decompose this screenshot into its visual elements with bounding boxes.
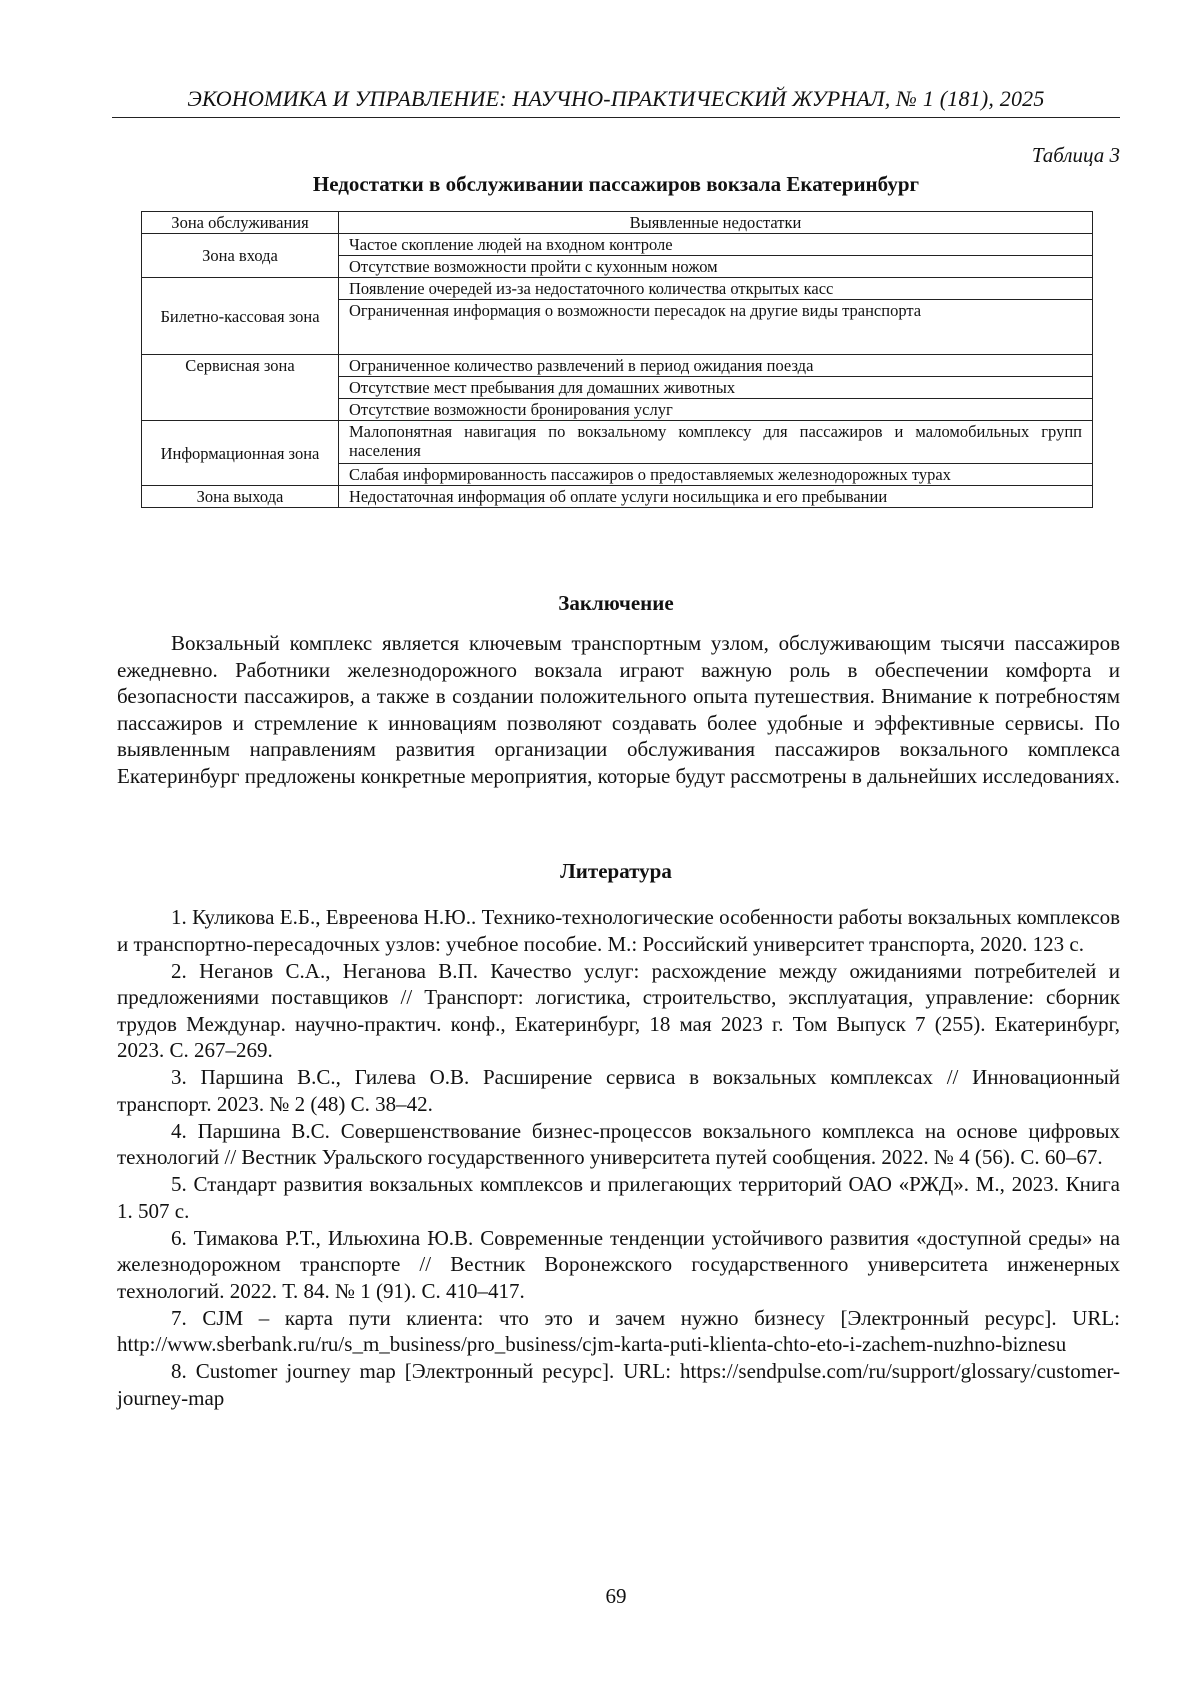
table-row: [142, 234, 1093, 256]
zone-cell: Информационная зона: [142, 421, 339, 486]
reference-item: 6. Тимакова Р.Т., Ильюхина Ю.В. Современные тенденции устойчивого развития «доступной среды» на железнодорожном транспорте // Вестник Воронежского государственного университета инженерных технологий. 2022. Т. 84. № 1 (91). С. 410–417.: [117, 1225, 1120, 1303]
references-heading: Литература: [560, 859, 672, 883]
reference-list: [117, 904, 1120, 1412]
table-row: [142, 355, 1093, 377]
zone-cell: Билетно-кассовая зона: [142, 278, 339, 355]
conclusion-heading: Заключение: [558, 591, 674, 615]
issue-cell: Ограниченное количество развлечений в период ожидания поезда: [339, 355, 1093, 377]
table-row: [142, 421, 1093, 464]
table-row: [142, 278, 1093, 300]
reference-item: 3. Паршина В.С., Гилева О.В. Расширение сервиса в вокзальных комплексах // Инновационный транспорт. 2023. № 2 (48) С. 38–42.: [117, 1065, 1120, 1116]
header-rule: [112, 117, 1120, 118]
issue-cell: Малопонятная навигация по вокзальному комплексу для пассажиров и маломобильных групп населения: [339, 421, 1093, 464]
issue-cell: Слабая информированность пассажиров о предоставляемых железнодорожных турах: [339, 464, 1093, 486]
reference-item: 4. Паршина В.С. Совершенствование бизнес-процессов вокзального комплекса на основе цифровых технологий // Вестник Уральского государственного университета путей сообщения. 2022. № 4 (56). С. 60–67.: [117, 1118, 1120, 1169]
table-label: Таблица 3: [1031, 143, 1120, 167]
running-header: ЭКОНОМИКА И УПРАВЛЕНИЕ: НАУЧНО-ПРАКТИЧЕСКИЙ ЖУРНАЛ, № 1 (181), 2025: [187, 86, 1045, 111]
issue-cell: Частое скопление людей на входном контроле: [339, 234, 1093, 256]
reference-item: 5. Стандарт развития вокзальных комплексов и прилегающих территорий ОАО «РЖД». М., 2023. Книга 1. 507 с.: [117, 1172, 1120, 1223]
issue-cell: Отсутствие мест пребывания для домашних животных: [339, 377, 1093, 399]
zone-cell: Сервисная зона: [142, 355, 339, 421]
issue-cell: Недостаточная информация об оплате услуги носильщика и его пребывании: [339, 486, 1093, 508]
issue-cell: Появление очередей из-за недостаточного количества открытых касс: [339, 278, 1093, 300]
defects-table: [141, 211, 1093, 508]
page-number: 69: [605, 1584, 627, 1608]
table-row: [142, 486, 1093, 508]
column-header-issues: Выявленные недостатки: [339, 212, 1093, 234]
reference-item: 1. Куликова Е.Б., Евреенова Н.Ю.. Технико-технологические особенности работы вокзальных комплексов и транспортно-пересадочных узлов: учебное пособие. М.: Российский университет транспорта, 2020. 123 с.: [117, 905, 1120, 956]
table-header-row: [142, 212, 1093, 234]
reference-item: 8. Customer journey map [Электронный ресурс]. URL: https://sendpulse.com/ru/support/glossary/customer-journey-map: [117, 1359, 1120, 1410]
column-header-zone: Зона обслуживания: [142, 212, 339, 234]
issue-cell: Ограниченная информация о возможности пересадок на другие виды транспорта: [339, 300, 1093, 355]
zone-cell: Зона входа: [142, 234, 339, 278]
conclusion-paragraph: Вокзальный комплекс является ключевым транспортным узлом, обслуживающим тысячи пассажиров ежедневно. Работники железнодорожного вокзала играют важную роль в обеспечении комфорта и безопасности пассажиров, а также в создании положительного опыта путешествия. Внимание к потребностям пассажиров и стремление к инновациям позволяют создавать более удобные и эффективные сервисы. По выявленным направлениям развития организации обслуживания пассажиров вокзального комплекса Екатеринбург предложены конкретные мероприятия, которые будут рассмотрены в дальнейших исследованиях.: [117, 631, 1120, 788]
table-title: Недостатки в обслуживании пассажиров вокзала Екатеринбург: [312, 172, 920, 196]
issue-cell: Отсутствие возможности бронирования услуг: [339, 399, 1093, 421]
reference-item: 2. Неганов С.А., Неганова В.П. Качество услуг: расхождение между ожиданиями потребителей и предложениями поставщиков // Транспорт: логистика, строительство, эксплуатация, управление: сборник трудов Междунар. научно-практич. конф., Екатеринбург, 18 мая 2023 г. Том Выпуск 7 (255). Екатеринбург, 2023. С. 267–269.: [117, 958, 1120, 1062]
issue-cell: Отсутствие возможности пройти с кухонным ножом: [339, 256, 1093, 278]
zone-cell: Зона выхода: [142, 486, 339, 508]
reference-item: 7. CJM – карта пути клиента: что это и зачем нужно бизнесу [Электронный ресурс]. URL: http://www.sberbank.ru/ru/s_m_business/pro_business/cjm-karta-puti-klienta-chto-eto-i-zachem-nuzhno-biznesu: [117, 1305, 1120, 1356]
